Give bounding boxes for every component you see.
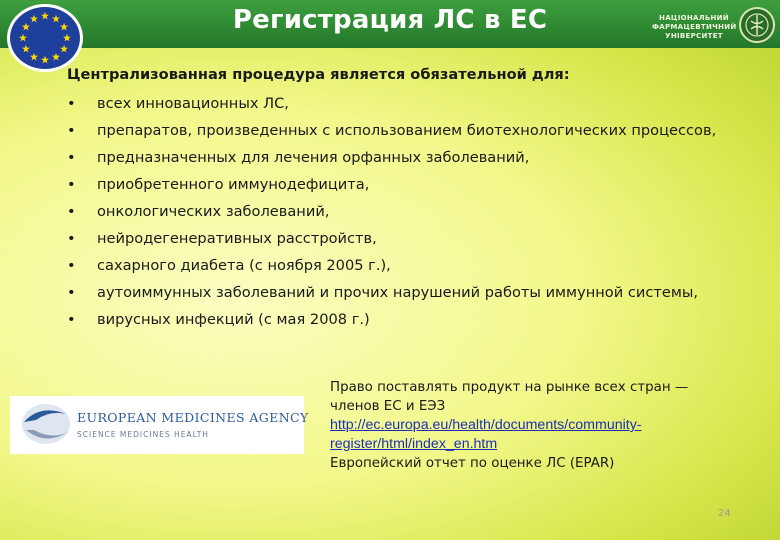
bullet-icon: • <box>67 284 76 301</box>
bullet-icon: • <box>67 149 76 166</box>
bullet-icon: • <box>67 230 76 247</box>
bullet-icon: • <box>67 122 76 139</box>
ema-logo <box>10 396 309 454</box>
university-line: ФАРМАЦЕВТИЧНИЙ <box>652 23 737 31</box>
bullet-icon: • <box>67 311 76 328</box>
list-item <box>67 175 780 195</box>
bullet-icon: • <box>67 176 76 193</box>
market-rights-block <box>330 378 770 473</box>
list-item <box>67 256 780 276</box>
criteria-list <box>67 94 780 337</box>
list-item <box>67 94 780 114</box>
market-rights-line: членов ЕС и ЕЭЗ <box>330 399 446 414</box>
lead-sentence: Централизованная процедура является обязательной для: <box>67 66 570 83</box>
list-item-text: предназначенных для лечения орфанных заболеваний, <box>97 149 530 166</box>
list-item-text: вирусных инфекций (с мая 2008 г.) <box>97 311 370 328</box>
list-item-text: аутоиммунных заболеваний и прочих нарушений работы иммунной системы, <box>97 284 699 301</box>
university-line: УНІВЕРСИТЕТ <box>665 32 723 40</box>
list-item <box>67 202 780 222</box>
university-name <box>652 14 736 41</box>
list-item-text: приобретенного иммунодефицита, <box>97 176 370 193</box>
bullet-icon: • <box>67 257 76 274</box>
list-item-text: препаратов, произведенных с использованием биотехнологических процессов, <box>97 122 717 139</box>
list-item <box>67 229 780 249</box>
list-item-text: онкологических заболеваний, <box>97 203 330 220</box>
list-item-text: всех инновационных ЛС, <box>97 95 289 112</box>
ema-emblem-icon <box>10 396 76 454</box>
bullet-icon: • <box>67 95 76 112</box>
ema-name: EUROPEAN MEDICINES AGENCY <box>77 410 309 425</box>
epar-line: Европейский отчет по оценке ЛС (EPAR) <box>330 456 615 471</box>
list-item <box>67 148 780 168</box>
list-item <box>67 283 780 303</box>
university-line: НАЦІОНАЛЬНИЙ <box>659 14 729 22</box>
list-item <box>67 121 737 141</box>
list-item-text: сахарного диабета (с ноября 2005 г.), <box>97 257 391 274</box>
list-item-text: нейродегенеративных расстройств, <box>97 230 377 247</box>
community-register-link[interactable]: http://ec.europa.eu/health/documents/community-register/html/index_en.htm <box>330 417 642 452</box>
ema-tagline: SCIENCE MEDICINES HEALTH <box>77 430 209 439</box>
market-rights-line: Право поставлять продукт на рынке всех стран — <box>330 380 689 395</box>
page-number: 24 <box>718 508 731 519</box>
slide-title: Регистрация ЛС в ЕС <box>232 5 548 35</box>
list-item <box>67 310 780 330</box>
bullet-icon: • <box>67 203 76 220</box>
university-emblem-icon <box>738 6 776 44</box>
